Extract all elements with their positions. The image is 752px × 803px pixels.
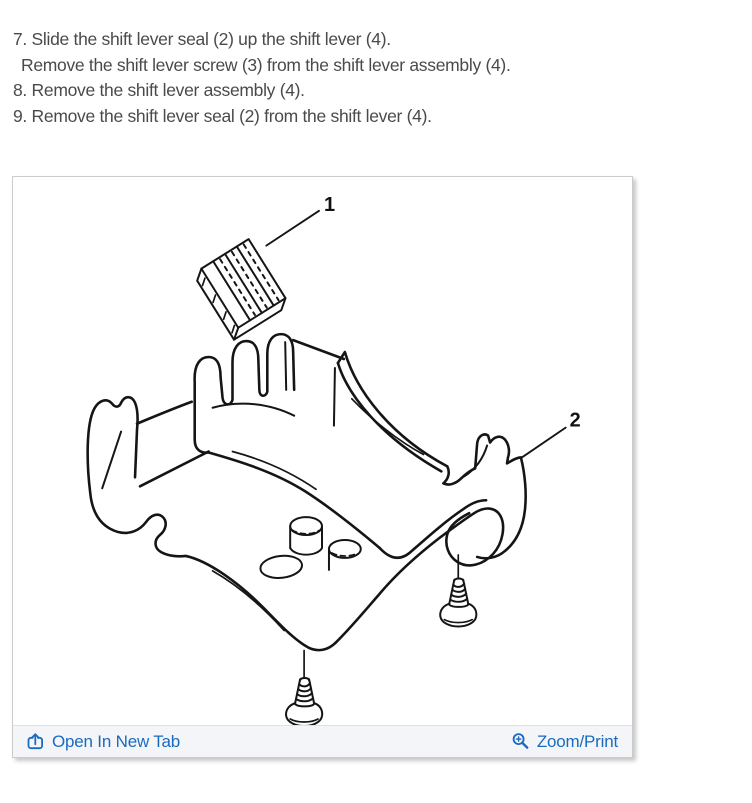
boss-cylinder-1 [290,517,322,555]
diagram-area [13,177,632,725]
screw-bottom [286,650,322,725]
instruction-line: 9. Remove the shift lever seal (2) from the shift lever (4). [13,105,432,126]
callout-1 [266,194,335,246]
figure-footer [13,725,632,757]
instruction-list [13,27,733,129]
boss-cylinder-2 [329,540,361,570]
zoom-print-link[interactable] [511,732,618,752]
zoom-plus-icon [511,732,530,751]
leader-line-1 [266,211,319,246]
part-1-indicator-plate [193,239,290,340]
callout-2 [522,410,581,458]
zoom-print-label: Zoom/Print [536,731,618,751]
figure-panel [12,176,633,758]
leader-line-2 [522,428,566,458]
oval-opening [259,554,303,580]
callout-1-label: 1 [323,193,336,216]
open-in-new-tab-label: Open In New Tab [52,731,181,751]
instruction-line: Remove the shift lever screw (3) from the shift lever assembly (4). [21,54,511,75]
open-in-new-tab-link[interactable] [26,732,180,752]
instruction-line: 7. Slide the shift lever seal (2) up the shift lever (4). [13,29,391,49]
shifter-cover-diagram-svg [13,177,632,725]
open-in-new-tab-icon [26,732,45,751]
callout-2-label: 2 [569,409,581,432]
instruction-line: 8. Remove the shift lever assembly (4). [13,80,305,100]
